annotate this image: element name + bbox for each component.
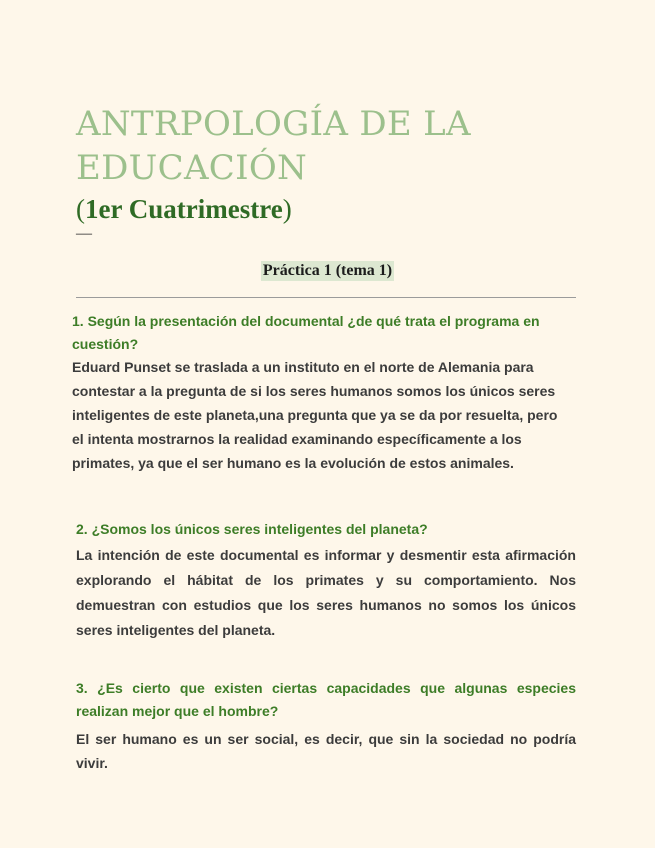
question-1: 1. Según la presentación del documental ¿de qué trata el programa en cuestión?: [72, 313, 540, 352]
answer-2: La intención de este documental es informar y desmentir esta afirmación explorando el hábitat de los primates y su comportamiento. Nos demuestran con estudios que los seres humanos no somos los únicos seres inteligentes del planeta.: [76, 547, 576, 638]
subtitle-open-paren: (: [76, 194, 85, 224]
document-subtitle: [76, 193, 292, 225]
question-3: 3. ¿Es cierto que existen ciertas capacidades que algunas especies realizan mejor que el hombre?: [76, 680, 576, 719]
question-2: 2. ¿Somos los únicos seres inteligentes del planeta?: [76, 521, 428, 537]
practice-heading: [0, 261, 655, 281]
subtitle-text: 1er Cuatrimestre: [85, 194, 283, 224]
answer-1: Eduard Punset se traslada a un instituto en el norte de Alemania para contestar a la pregunta de si los seres humanos somos los únicos seres inteligentes de este planeta,una pregunta que ya se da por resuelta, pero el intenta mostrarnos la realidad examinando específicamente a los primates, ya que el ser humano es la evolución de estos animales.: [72, 359, 558, 471]
answer-3: El ser humano es un ser social, es decir, que sin la sociedad no podría vivir.: [76, 731, 576, 771]
horizontal-rule: [76, 297, 576, 298]
practice-heading-text: Práctica 1 (tema 1): [262, 262, 393, 279]
title-dash: —: [76, 225, 92, 242]
document-title: ANTRPOLOGÍA DE LA EDUCACIÓN: [76, 104, 471, 188]
subtitle-close-paren: ): [282, 194, 292, 224]
